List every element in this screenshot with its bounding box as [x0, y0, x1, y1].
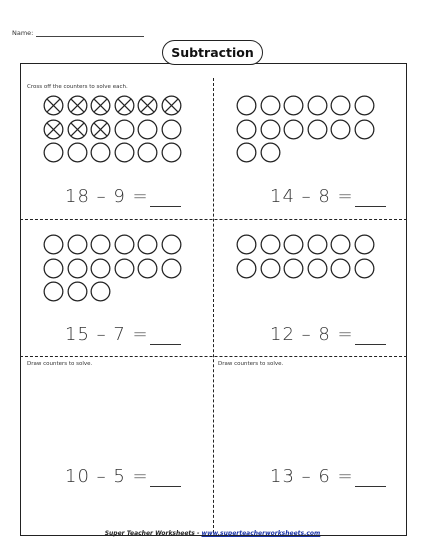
section-6-problem [270, 466, 386, 487]
section-3-answer-blank[interactable] [150, 327, 181, 345]
section-2-answer-blank[interactable] [355, 189, 386, 207]
section-5-equation: 10 – 5 = [65, 466, 149, 487]
crossed-counter-circle[interactable] [161, 95, 182, 116]
counter-circle[interactable] [283, 119, 304, 140]
counter-circle[interactable] [137, 142, 158, 163]
counter-circle[interactable] [161, 258, 182, 279]
counter-circle[interactable] [137, 258, 158, 279]
counter-circle[interactable] [260, 119, 281, 140]
counter-circle[interactable] [330, 234, 351, 255]
section-5-answer-blank[interactable] [150, 469, 181, 487]
counter-circle[interactable] [114, 258, 135, 279]
counter-circle[interactable] [67, 142, 88, 163]
section-4-answer-blank[interactable] [355, 327, 386, 345]
counter-circle[interactable] [260, 142, 281, 163]
footer-separator: - [194, 530, 202, 537]
section-4-equation: 12 – 8 = [270, 324, 354, 345]
section-6-equation: 13 – 6 = [270, 466, 354, 487]
section-4-problem [270, 324, 386, 345]
counter-circle[interactable] [330, 95, 351, 116]
section-6-answer-blank[interactable] [355, 469, 386, 487]
section-1-equation: 18 – 9 = [65, 186, 149, 207]
counter-circle[interactable] [161, 142, 182, 163]
counter-circle[interactable] [354, 95, 375, 116]
counter-circle[interactable] [354, 119, 375, 140]
counter-circle[interactable] [307, 95, 328, 116]
section-3-equation: 15 – 7 = [65, 324, 149, 345]
name-label: Name: [12, 29, 34, 37]
counter-circle[interactable] [161, 119, 182, 140]
counter-circle[interactable] [330, 258, 351, 279]
counter-circle[interactable] [236, 119, 257, 140]
name-field[interactable] [12, 29, 144, 37]
horizontal-divider-2 [20, 356, 407, 357]
counter-circle[interactable] [137, 119, 158, 140]
crossed-counter-circle[interactable] [67, 95, 88, 116]
crossed-counter-circle[interactable] [43, 95, 64, 116]
section-1-instruction: Cross off the counters to solve each. [27, 84, 128, 90]
section-5-instruction: Draw counters to solve. [27, 361, 93, 367]
counter-circle[interactable] [236, 234, 257, 255]
section-6-instruction: Draw counters to solve. [218, 361, 284, 367]
worksheet-title: Subtraction [162, 40, 263, 65]
counter-circle[interactable] [114, 234, 135, 255]
counter-circle[interactable] [354, 258, 375, 279]
section-1-problem [65, 186, 181, 207]
counter-circle[interactable] [90, 142, 111, 163]
section-1-answer-blank[interactable] [150, 189, 181, 207]
counter-circle[interactable] [114, 142, 135, 163]
footer-brand: Super Teacher Worksheets [104, 530, 195, 537]
crossed-counter-circle[interactable] [114, 95, 135, 116]
crossed-counter-circle[interactable] [137, 95, 158, 116]
crossed-counter-circle[interactable] [90, 95, 111, 116]
crossed-counter-circle[interactable] [43, 119, 64, 140]
counter-circle[interactable] [43, 258, 64, 279]
section-5-problem [65, 466, 181, 487]
counter-circle[interactable] [67, 258, 88, 279]
crossed-counter-circle[interactable] [90, 119, 111, 140]
footer-url-link[interactable]: www.superteacherworksheets.com [201, 530, 321, 537]
counter-circle[interactable] [114, 119, 135, 140]
counter-circle[interactable] [260, 234, 281, 255]
counter-circle[interactable] [236, 142, 257, 163]
counter-circle[interactable] [307, 258, 328, 279]
counter-circle[interactable] [354, 234, 375, 255]
counter-circle[interactable] [137, 234, 158, 255]
vertical-divider [213, 78, 214, 533]
section-3-problem [65, 324, 181, 345]
counter-circle[interactable] [67, 281, 88, 302]
crossed-counter-circle[interactable] [67, 119, 88, 140]
horizontal-divider-1 [20, 219, 407, 220]
counter-circle[interactable] [260, 258, 281, 279]
counter-circle[interactable] [283, 258, 304, 279]
counter-circle[interactable] [236, 258, 257, 279]
section-2-equation: 14 – 8 = [270, 186, 354, 207]
counter-circle[interactable] [43, 142, 64, 163]
counter-circle[interactable] [43, 234, 64, 255]
counter-circle[interactable] [90, 258, 111, 279]
counter-circle[interactable] [260, 95, 281, 116]
counter-circle[interactable] [90, 234, 111, 255]
counter-circle[interactable] [236, 95, 257, 116]
counter-circle[interactable] [67, 234, 88, 255]
counter-circle[interactable] [90, 281, 111, 302]
name-underline[interactable] [36, 30, 144, 37]
counter-circle[interactable] [43, 281, 64, 302]
footer [0, 530, 425, 537]
counter-circle[interactable] [330, 119, 351, 140]
counter-circle[interactable] [283, 95, 304, 116]
counter-circle[interactable] [161, 234, 182, 255]
counter-circle[interactable] [283, 234, 304, 255]
counter-circle[interactable] [307, 119, 328, 140]
section-2-problem [270, 186, 386, 207]
counter-circle[interactable] [307, 234, 328, 255]
